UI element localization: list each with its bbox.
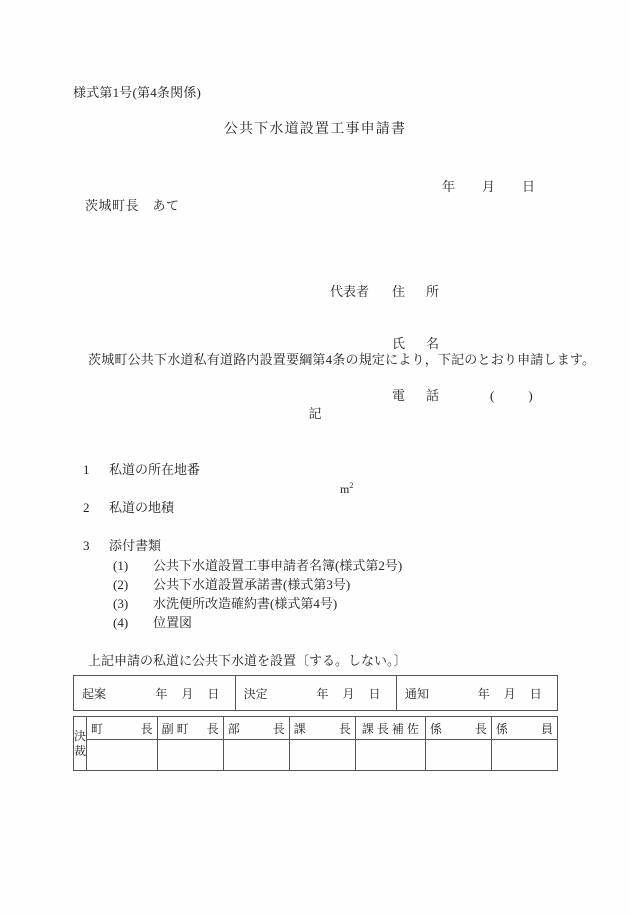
kian-year: 年 [155,686,168,701]
approval-header-kachouhosa [355,717,425,740]
approval-cell-kachou[interactable] [289,740,355,771]
item-2-text: 私道の地積 [109,500,175,515]
attachment-3-text: 水洗便所改造確約書(様式第4号) [153,596,338,611]
date-day-label: 日 [521,179,535,194]
approval-cell-kakariin[interactable] [491,740,557,771]
approval-cell-fukuchoucho[interactable] [157,740,223,771]
date-table-row [74,676,558,711]
approval-header-row [74,717,558,740]
tsuuchi-year: 年 [477,686,491,701]
approval-header-buchou [223,717,289,740]
approval-seal-label-top: 決 [74,728,87,743]
tsuuchi-label: 通知 [404,686,429,701]
attachment-4-text: 位置図 [153,615,193,630]
date-month-label: 月 [481,179,495,194]
attachment-1-number: (1) [113,558,129,573]
buchou-left: 部 [227,721,240,736]
kettei-month: 月 [342,686,356,701]
date-table [73,675,558,711]
kettei-ymd [310,685,388,702]
kian-label: 起案 [82,686,107,701]
kachou-right: 長 [338,721,351,736]
approval-header-kakarichou [425,717,491,740]
body-sentence: 茨城町公共下水道私有道路内設置要綱第4条の規定により，下記のとおり申請します。 [88,352,596,367]
approval-cell-kachouhosa[interactable] [355,740,425,771]
area-unit [340,481,353,497]
approval-cell-buchou[interactable] [223,740,289,771]
attachment-1-text: 公共下水道設置工事申請者名簿(様式第2号) [153,558,403,573]
fukuchoucho-right: 長 [206,721,219,736]
install-decision-line: 上記申請の私道に公共下水道を設置〔する。しない。〕 [88,653,407,668]
item-3-text: 添付書類 [109,538,162,553]
attachment-3-number: (3) [113,596,129,611]
kian-day: 日 [207,686,220,701]
approval-seal-label-bottom: 裁 [74,743,87,758]
approval-table [73,716,558,771]
approval-header-choucho [87,717,158,740]
kettei-label: 決定 [243,686,268,701]
representative-heading: 代表者 [330,284,370,299]
submission-date-line [0,160,535,211]
phone-paren-close: ) [528,388,533,403]
approval-header-fukuchoucho [157,717,223,740]
item-1-text: 私道の所在地番 [109,462,201,477]
choucho-left: 町 [91,721,104,736]
tsuuchi-ymd [471,685,549,702]
document-title: 公共下水道設置工事申請書 [223,122,407,137]
approval-header-kakariin [491,717,557,740]
tsuuchi-day: 日 [529,686,543,701]
kian-month: 月 [181,686,194,701]
kachouhosa-left: 課 長 補 佐 [361,721,419,736]
representative-phone-label: 電 話 [392,388,444,403]
phone-paren-open: ( [490,388,495,403]
fukuchoucho-left: 副 町 [161,721,189,736]
kakariin-left: 係 [495,721,508,736]
date-cell-kettei[interactable] [235,676,396,711]
choucho-right: 長 [140,721,153,736]
item-2-number: 2 [83,500,90,515]
attachment-4-number: (4) [113,615,129,630]
kakarichou-left: 係 [429,721,442,736]
kakarichou-right: 長 [474,721,487,736]
approval-cell-kakarichou[interactable] [425,740,491,771]
kakariin-right: 員 [540,721,553,736]
item-3-number: 3 [83,538,90,553]
representative-address-label: 住 所 [392,284,444,299]
area-unit-exponent: 2 [349,481,354,490]
attachment-2-number: (2) [113,577,129,592]
buchou-right: 長 [272,721,285,736]
kian-ymd [149,685,227,702]
representative-address-row [330,282,533,302]
approval-header-kachou [289,717,355,740]
kachou-left: 課 [293,721,306,736]
attachment-2-text: 公共下水道設置承諾書(様式第3号) [153,577,351,592]
addressee: 茨城町長 あて [85,198,180,213]
kettei-day: 日 [368,686,382,701]
date-cell-kian[interactable] [74,676,236,711]
area-unit-base: m [340,482,350,496]
approval-seal-label [74,717,87,771]
tsuuchi-month: 月 [503,686,517,701]
approval-signature-row [74,740,558,771]
kettei-year: 年 [316,686,330,701]
attachment-4 [100,596,192,647]
date-year-label: 年 [441,179,455,194]
form-number: 様式第1号(第4条関係) [73,85,202,100]
item-1-number: 1 [83,462,90,477]
date-cell-tsuuchi[interactable] [396,676,557,711]
ki-marker: 記 [308,406,322,421]
approval-cell-choucho[interactable] [87,740,158,771]
representative-name-label: 氏 名 [392,336,444,351]
